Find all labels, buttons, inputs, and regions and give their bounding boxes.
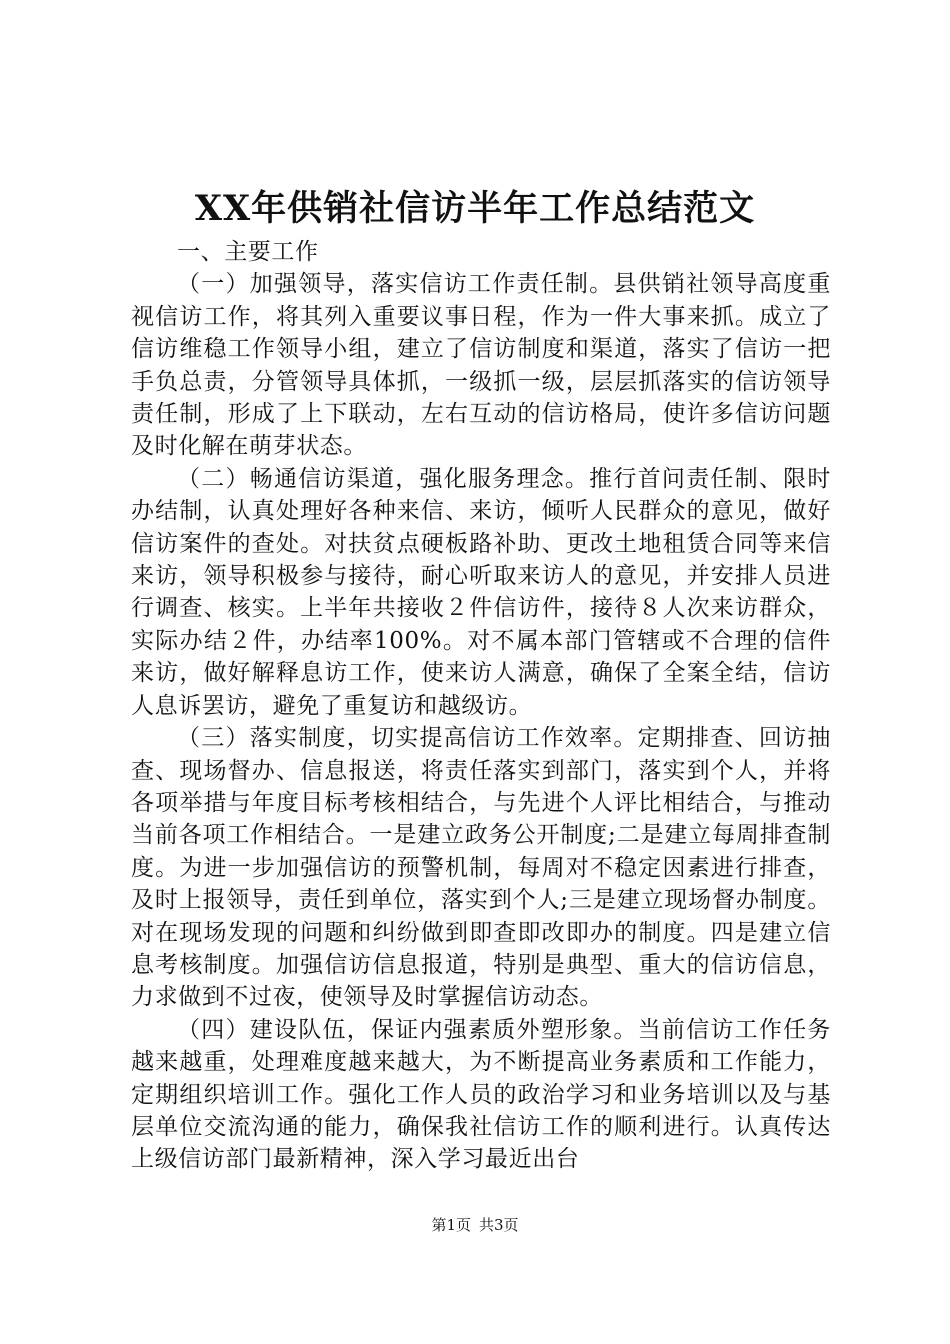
paragraph-1: （一）加强领导，落实信访工作责任制。县供销社领导高度重视信访工作，将其列入重要议事日程，作为一件大事来抓。成立了信访维稳工作领导小组，建立了信访制度和渠道，落实了信访一把手负总责，分管领导具体抓，一级抓一级，层层抓落实的信访领导责任制，形成了上下联动，左右互动的信访格局，使许多信访问题及时化解在萌芽状态。 [131, 271, 831, 460]
document-title: XX年供销社信访半年工作总结范文 [194, 188, 756, 229]
document-body [131, 236, 831, 1176]
page-total: 共3页 [479, 1216, 519, 1234]
paragraph-2: （二）畅通信访渠道，强化服务理念。推行首问责任制、限时办结制，认真处理好各种来信、来访，倾听人民群众的意见，做好信访案件的查处。对扶贫点硬板路补助、更改土地租赁合同等来信来访，领导积极参与接待，耐心听取来访人的意见，并安排人员进行调查、核实。上半年共接收２件信访件，接待８人次来访群众，实际办结２件，办结率100%。对不属本部门管辖或不合理的信件来访，做好解释息访工作，使来访人满意，确保了全案全结，信访人息诉罢访，避免了重复访和越级访。 [131, 465, 831, 719]
section-heading: 一、主要工作 [177, 239, 319, 265]
page-number: 第1页 [431, 1216, 471, 1234]
paragraph-3: （三）落实制度，切实提高信访工作效率。定期排查、回访抽查、现场督办、信息报送，将责任落实到部门，落实到个人，并将各项举措与年度目标考核相结合，与先进个人评比相结合，与推动当前各项工作相结合。一是建立政务公开制度;二是建立每周排查制度。为进一步加强信访的预警机制，每周对不稳定因素进行排查，及时上报领导，责任到单位，落实到个人;三是建立现场督办制度。对在现场发现的问题和纠纷做到即查即改即办的制度。四是建立信息考核制度。加强信访信息报道，特别是典型、重大的信访信息，力求做到不过夜，使领导及时掌握信访动态。 [131, 725, 831, 1011]
paragraph-4: （四）建设队伍，保证内强素质外塑形象。当前信访工作任务越来越重，处理难度越来越大，为不断提高业务素质和工作能力，定期组织培训工作。强化工作人员的政治学习和业务培训以及与基层单位交流沟通的能力，确保我社信访工作的顺利进行。认真传达上级信访部门最新精神，深入学习最近出台 [131, 1016, 831, 1173]
page-footer [0, 1215, 950, 1235]
